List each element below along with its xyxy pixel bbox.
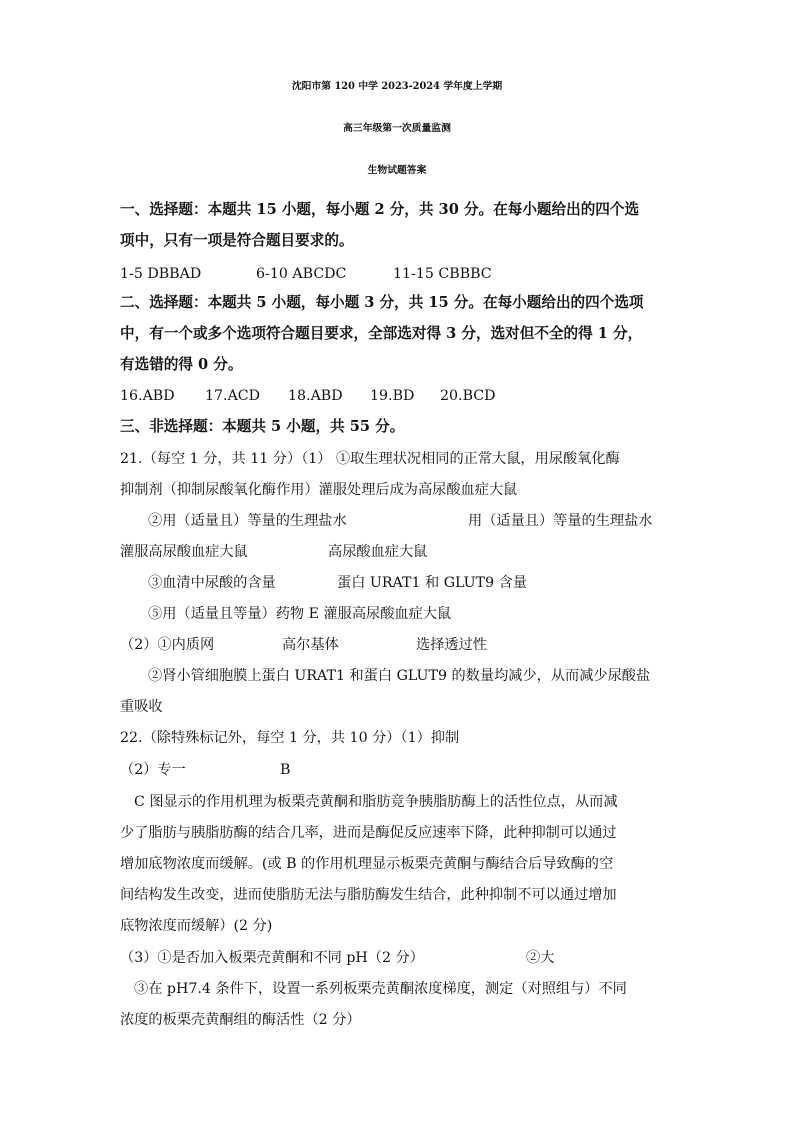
section2-answer-18: 18.ABD (288, 388, 343, 404)
q22-line2-a: （2）专一 (120, 762, 186, 778)
q21-line7-b: 高尔基体 (282, 637, 339, 653)
q21-line4-left: 灌服高尿酸血症大鼠 (120, 544, 248, 560)
q21-line2: 抑制剂（抑制尿酸氧化酶作用）灌服处理后成为高尿酸血症大鼠 (120, 482, 518, 498)
q21-line3-right: 用（适量且）等量的生理盐水 (468, 513, 653, 529)
q22-line8-b: ②大 (526, 950, 555, 966)
q21-line3-left: ②用（适量且）等量的生理盐水 (148, 513, 347, 529)
q22-line2-b: B (280, 762, 291, 778)
q21-line5-left: ③血清中尿酸的含量 (148, 575, 276, 591)
q21-line7-c: 选择透过性 (416, 637, 487, 653)
section1-answer-1-5: 1-5 DBBAD (120, 266, 202, 282)
section2-heading-line1: 二、选择题：本题共 5 小题，每小题 3 分，共 15 分。在每小题给出的四个选项 (120, 294, 644, 311)
section1-heading-line1: 一、选择题：本题共 15 小题，每小题 2 分，共 30 分。在每小题给出的四个选 (120, 201, 640, 218)
q21-line6: ⑤用（适量且等量）药物 E 灌服高尿酸血症大鼠 (148, 606, 452, 622)
section1-heading-line2: 项中，只有一项是符合题目要求的。 (120, 232, 354, 249)
q22-line9: ③在 pH7.4 条件下，设置一系列板栗壳黄酮浓度梯度，测定（对照组与）不同 (134, 981, 627, 997)
q22-line7: 底物浓度而缓解）(2 分) (120, 918, 273, 934)
q21-line1: 21.（每空 1 分，共 11 分）（1） ①取生理状况相同的正常大鼠，用尿酸氧化酶 (120, 451, 620, 467)
school-exam-title: 沈阳市第 120 中学 2023-2024 学年度上学期 (291, 81, 503, 92)
section2-answer-16: 16.ABD (120, 388, 175, 404)
section1-answer-11-15: 11-15 CBBBC (393, 266, 492, 282)
q22-line4: 少了脂肪与胰脂肪酶的结合几率，进而是酶促反应速率下降，此种抑制可以通过 (120, 825, 617, 841)
q22-line1: 22.（除特殊标记外，每空 1 分，共 10 分）（1）抑制 (120, 730, 460, 746)
section2-heading-line3: 有选错的得 0 分。 (120, 356, 243, 373)
q22-line10: 浓度的板栗壳黄酮组的酶活性（2 分） (120, 1012, 361, 1028)
q21-line7-a: （2）①内质网 (120, 637, 215, 653)
grade-exam-title: 高三年级第一次质量监测 (343, 123, 451, 134)
q22-line8-a: （3）①是否加入板栗壳黄酮和不同 pH（2 分） (120, 950, 424, 966)
q21-line4-right: 高尿酸血症大鼠 (328, 544, 428, 560)
section2-answer-20: 20.BCD (440, 388, 496, 404)
section1-answer-6-10: 6-10 ABCDC (256, 266, 347, 282)
q21-line9: 重吸收 (120, 699, 163, 715)
q22-line5: 增加底物浓度而缓解。(或 B 的作用机理显示板栗壳黄酮与酶结合后导致酶的空 (120, 856, 614, 872)
section3-heading: 三、非选择题：本题共 5 小题，共 55 分。 (120, 418, 405, 435)
q21-line5-right: 蛋白 URAT1 和 GLUT9 含量 (337, 575, 527, 591)
q22-line6: 间结构发生改变，进而使脂肪无法与脂肪酶发生结合，此种抑制不可以通过增加 (120, 887, 617, 903)
q22-line3: C 图显示的作用机理为板栗壳黄酮和脂肪竞争胰脂肪酶上的活性位点，从而减 (134, 794, 618, 810)
section2-answer-19: 19.BD (370, 388, 415, 404)
subject-answer-title: 生物试题答案 (367, 165, 427, 176)
q21-line8: ②肾小管细胞膜上蛋白 URAT1 和蛋白 GLUT9 的数量均减少，从而减少尿酸盐 (148, 668, 651, 684)
section2-heading-line2: 中，有一个或多个选项符合题目要求，全部选对得 3 分，选对但不全的得 1 分， (120, 325, 643, 342)
section2-answer-17: 17.ACD (205, 388, 261, 404)
